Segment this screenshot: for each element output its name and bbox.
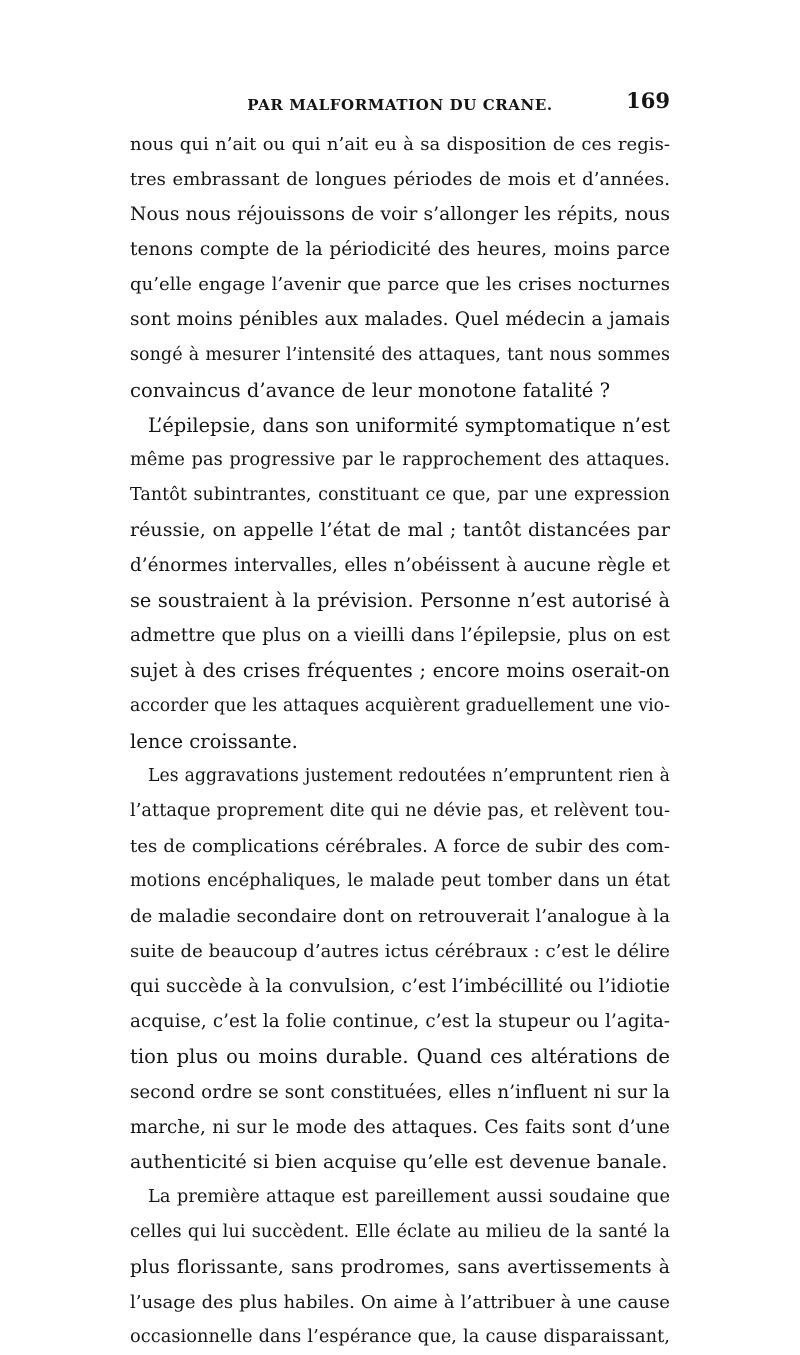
text-line: tes de complications cérébrales. A force de subir des com- [130,835,670,857]
text-line: celles qui lui succèdent. Elle éclate au milieu de la santé la [130,1221,670,1242]
paragraph-end-line: lence croissante. [130,729,298,753]
text-line: admettre que plus on a vieilli dans l’épilepsie, plus on est [130,625,670,647]
paragraph-start-line: La première attaque est pareillement aussi soudaine que [148,1186,670,1207]
text-line: tion plus ou moins durable. Quand ces altérations de [130,1045,670,1069]
running-title: PAR MALFORMATION DU CRANE. [247,96,553,114]
text-line: songé à mesurer l’intensité des attaques, tant nous sommes [130,344,670,365]
text-line: Tantôt subintrantes, constituant ce que, par une expression [130,484,670,505]
text-line: acquise, c’est la folie continue, c’est la stupeur ou l’agita- [130,1011,670,1033]
paragraph-start-line: Les aggravations justement redoutées n’empruntent rien à [148,765,670,786]
text-line: de maladie secondaire dont on retrouverait l’analogue à la [130,906,670,928]
text-line: réussie, on appelle l’état de mal ; tantôt distancées par [130,519,670,542]
page-number: 169 [626,88,670,113]
text-line: qu’elle engage l’avenir que parce que les crises nocturnes [130,274,670,296]
text-line: l’usage des plus habiles. On aime à l’attribuer à une cause [130,1292,670,1314]
text-line: marche, ni sur le mode des attaques. Ces faits sont d’une [130,1116,670,1138]
text-line: Nous nous réjouissons de voir s’allonger les répits, nous [130,204,670,226]
page-header [130,88,670,118]
text-line: accorder que les attaques acquièrent graduellement une vio- [130,695,670,716]
text-line: nous qui n’ait ou qui n’ait eu à sa disposition de ces regis- [130,134,670,155]
text-line: tres embrassant de longues périodes de mois et d’années. [130,169,670,191]
body-text [130,127,670,1355]
text-line: sujet à des crises fréquentes ; encore moins oserait-on [130,659,670,683]
paragraph-end-line: authenticité si bien acquise qu’elle est devenue banale. [130,1150,668,1173]
text-line: motions encéphaliques, le malade peut tomber dans un état [130,870,670,891]
text-line: plus florissante, sans prodromes, sans avertissements à [130,1257,670,1278]
text-line: l’attaque proprement dite qui ne dévie pas, et relèvent tou- [130,800,670,821]
paragraph-end-line: convaincus d’avance de leur monotone fatalité ? [130,378,611,402]
paragraph-start-line: L’épilepsie, dans son uniformité symptomatique n’est [148,413,670,437]
text-line: sont moins pénibles aux malades. Quel médecin a jamais [130,309,670,331]
text-line: même pas progressive par le rapprochement des attaques. [130,449,670,470]
text-line: se soustraient à la prévision. Personne n’est autorisé à [130,589,670,613]
text-line: tenons compte de la périodicité des heures, moins parce [130,239,670,261]
text-line: qui succède à la convulsion, c’est l’imbécillité ou l’idiotie [130,976,670,998]
text-line: suite de beaucoup d’autres ictus cérébraux : c’est le délire [130,941,670,963]
text-line: second ordre se sont constituées, elles n’influent ni sur la [130,1081,670,1103]
text-line: occasionnelle dans l’espérance que, la cause disparaissant, [130,1327,670,1348]
text-line: d’énormes intervalles, elles n’obéissent à aucune règle et [130,555,670,577]
